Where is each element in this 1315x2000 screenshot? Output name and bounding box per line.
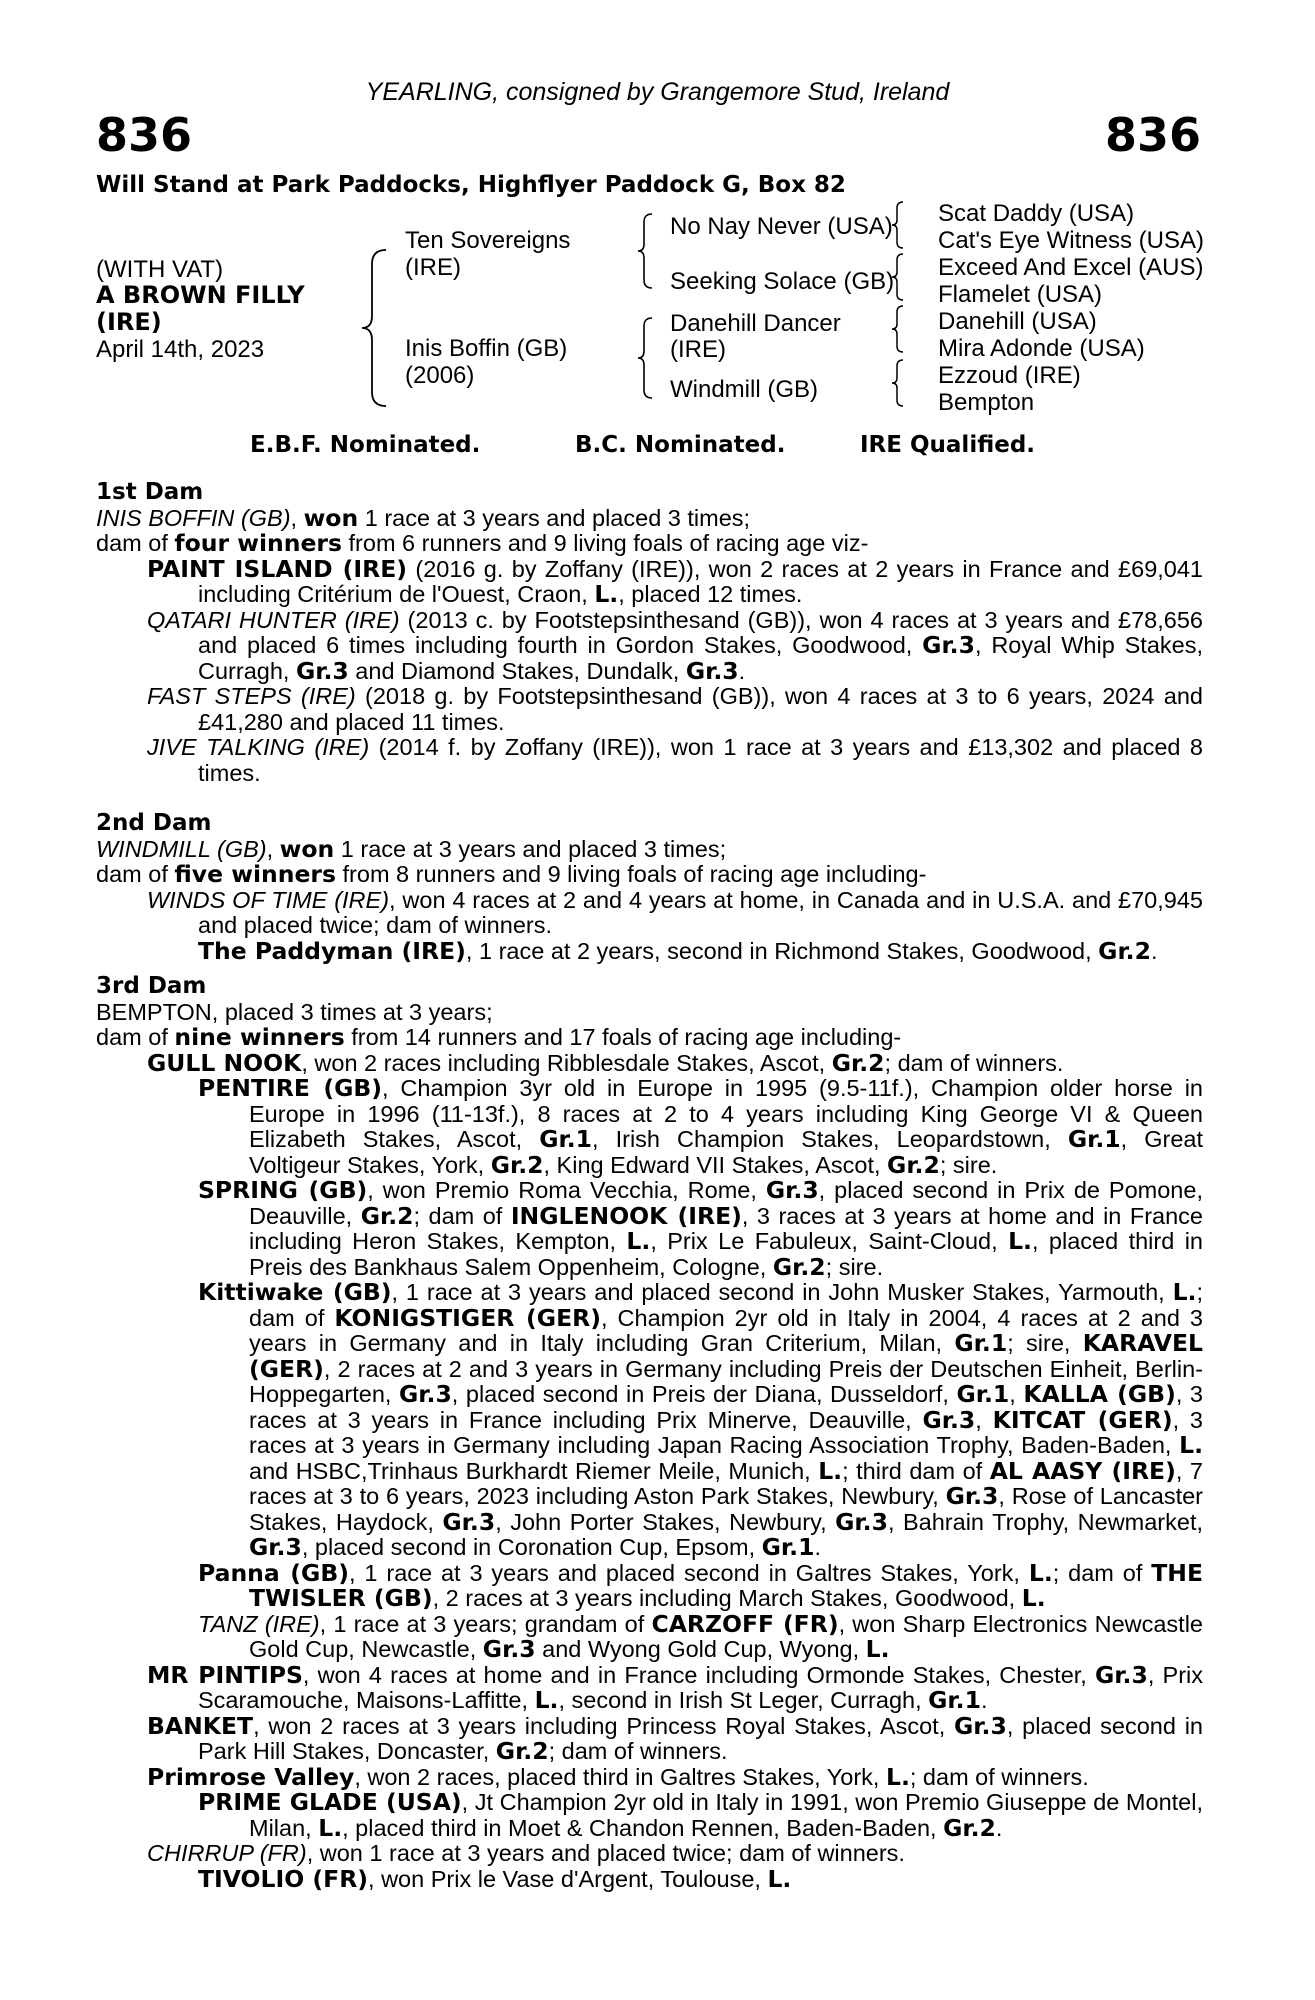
sire-sire: No Nay Never (USA) (670, 213, 893, 240)
dds: Ezzoud (IRE) (938, 362, 1081, 389)
stand-location: Will Stand at Park Paddocks, Highflyer Paddock G, Box 82 (96, 172, 846, 198)
produce-spring: SPRING (GB), won Premio Roma Vecchia, Rome, Gr.3, placed second in Prix de Pomone, Deauville, Gr.2; dam of INGLENOOK (IRE), 3 races at 3 years at home and in France including Heron Stakes, Kempton, L., Prix Le Fabuleux, Saint-Cloud, L., placed third in Preis des Bankhaus Salem Oppenheim, Cologne, Gr.2; sire. (198, 1176, 1204, 1281)
lot-number-right: 836 (1104, 108, 1201, 162)
produce-chirrup: CHIRRUP (FR), won 1 race at 3 years and placed twice; dam of winners. (147, 1840, 905, 1866)
produce-kittiwake: Kittiwake (GB), 1 race at 3 years and placed second in John Musker Stakes, Yarmouth, L.; dam of KONIGSTIGER (GER), Champion 2yr old in Italy in 2004, 4 races at 2 and 3 years in Germany and in Italy including Gran Criterium, Milan, Gr.1; sire, KARAVEL (GER), 2 races at 2 and 3 years in Germany including Preis der Deutschen Einheit, Berlin-Hoppegarten, Gr.3, placed second in Preis der Diana, Dusseldorf, Gr.1, KALLA (GB), 3 races at 3 years in France including Prix Minerve, Deauville, Gr.3, KITCAT (GER), 3 races at 3 years in Germany including Japan Racing Association Trophy, Baden-Baden, L. and HSBC,Trinhaus Burkhardt Riemer Meile, Munich, L.; third dam of AL AASY (IRE), 7 races at 3 to 6 years, 2023 including Aston Park Stakes, Newbury, Gr.3, Rose of Lancaster Stakes, Haydock, Gr.3, John Porter Stakes, Newbury, Gr.3, Bahrain Trophy, Newmarket, Gr.3, placed second in Coronation Cup, Epsom, Gr.1. (198, 1278, 1204, 1561)
first-dam-produce-summary: dam of four winners from 6 runners and 9 living foals of racing age viz- (96, 529, 869, 557)
produce-primrose-valley: Primrose Valley, won 2 races, placed third in Galtres Stakes, York, L.; dam of winners. (147, 1762, 1089, 1791)
pedigree-brace-gen1 (360, 248, 390, 408)
sds: Exceed And Excel (AUS) (938, 254, 1204, 281)
dam-sire-origin: (IRE) (670, 336, 726, 363)
ire-qualified: IRE Qualified. (860, 432, 1036, 458)
produce-banket: BANKET, won 2 races at 3 years including Princess Royal Stakes, Ascot, Gr.3, placed second in Park Hill Stakes, Doncaster, Gr.2; dam of winners. (147, 1711, 1204, 1765)
second-dam-heading: 2nd Dam (96, 810, 212, 836)
produce-paint-island: PAINT ISLAND (IRE) (2016 g. by Zoffany (IRE)), won 2 races at 2 years in France and £69,041 including Critérium de l'Ouest, Craon, L., placed 12 times. (147, 554, 1204, 608)
produce-panna: Panna (GB), 1 race at 3 years and placed second in Galtres Stakes, York, L.; dam of THE TWISLER (GB), 2 races at 3 years including March Stakes, Goodwood, L. (198, 1558, 1204, 1612)
pedigree-brace-dam (636, 316, 656, 400)
pedigree-brace-ds (890, 304, 906, 354)
dam-sire: Danehill Dancer (670, 310, 841, 337)
produce-qatari-hunter: QATARI HUNTER (IRE) (2013 c. by Footstepsinthesand (GB)), won 4 races at 3 years and £78,656 and placed 6 times including fourth in Gordon Stakes, Goodwood, Gr.3, Royal Whip Stakes, Curragh, Gr.3 and Diamond Stakes, Dundalk, Gr.3. (147, 606, 1204, 685)
ssd: Cat's Eye Witness (USA) (938, 227, 1204, 254)
dam-name: Inis Boffin (GB) (405, 335, 568, 362)
produce-prime-glade: PRIME GLADE (USA), Jt Champion 2yr old in Italy in 1991, won Premio Giuseppe de Montel, Milan, L., placed third in Moet & Chandon Rennen, Baden-Baden, Gr.2. (198, 1788, 1203, 1842)
catalogue-page-body (96, 480, 1203, 1892)
second-dam-produce-summary: dam of five winners from 8 runners and 9 living foals of racing age including- (96, 860, 927, 888)
dss: Danehill (USA) (938, 308, 1097, 335)
produce-fast-steps: FAST STEPS (IRE) (2018 g. by Footstepsinthesand (GB)), won 4 races at 3 to 6 years, 2024 and £41,280 and placed 11 times. (147, 683, 1203, 735)
sss: Scat Daddy (USA) (938, 200, 1135, 227)
first-dam-entry: INIS BOFFIN (GB), won 1 race at 3 years and placed 3 times; (96, 503, 751, 532)
lot-number: 836 (96, 108, 193, 162)
produce-jive-talking: JIVE TALKING (IRE) (2014 f. by Zoffany (IRE)), won 1 race at 3 years and £13,302 and placed 8 times. (147, 734, 1203, 786)
sdd: Flamelet (USA) (938, 281, 1103, 308)
pedigree-brace-sire (636, 212, 656, 290)
produce-gull-nook: GULL NOOK, won 2 races including Ribblesdale Stakes, Ascot, Gr.2; dam of winners. (147, 1048, 1064, 1077)
bc-nomination: B.C. Nominated. (575, 432, 786, 458)
sire-origin: (IRE) (405, 254, 461, 281)
produce-the-paddyman: The Paddyman (IRE), 1 race at 2 years, second in Richmond Stakes, Goodwood, Gr.2. (198, 936, 1158, 965)
vat-note: (WITH VAT) (96, 256, 224, 283)
first-dam-heading: 1st Dam (96, 479, 204, 505)
dsd: Mira Adonde (USA) (938, 335, 1145, 362)
produce-tivolio: TIVOLIO (FR), won Prix le Vase d'Argent, Toulouse, L. (198, 1864, 792, 1893)
pedigree-brace-dd (890, 358, 906, 408)
produce-pentire: PENTIRE (GB), Champion 3yr old in Europe in 1995 (9.5-11f.), Champion older horse in Europe in 1996 (11-13f.), 8 races at 2 to 4 years including King George VI & Queen Elizabeth Stakes, Ascot, Gr.1, Irish Champion Stakes, Leopardstown, Gr.1, Great Voltigeur Stakes, York, Gr.2, King Edward VII Stakes, Ascot, Gr.2; sire. (198, 1074, 1204, 1179)
produce-tanz: TANZ (IRE), 1 race at 3 years; grandam of CARZOFF (FR), won Sharp Electronics Newcastle Gold Cup, Newcastle, Gr.3 and Wyong Gold Cup, Wyong, L. (198, 1609, 1204, 1663)
horse-name: A BROWN FILLY (96, 281, 305, 309)
ebf-nomination: E.B.F. Nominated. (250, 432, 481, 458)
sire-name: Ten Sovereigns (405, 227, 571, 254)
sale-header: YEARLING, consigned by Grangemore Stud, Ireland (365, 78, 950, 106)
horse-name-origin: (IRE) (96, 308, 162, 336)
third-dam-entry: BEMPTON, placed 3 times at 3 years; (96, 998, 493, 1025)
dam-dam: Windmill (GB) (670, 376, 818, 403)
third-dam-heading: 3rd Dam (96, 973, 207, 999)
third-dam-produce-summary: dam of nine winners from 14 runners and 17 foals of racing age including- (96, 1023, 902, 1051)
second-dam-entry: WINDMILL (GB), won 1 race at 3 years and placed 3 times; (96, 834, 727, 863)
ddd: Bempton (938, 389, 1035, 416)
produce-winds-of-time: WINDS OF TIME (IRE), won 4 races at 2 and 4 years at home, in Canada and in U.S.A. and £70,945 and placed twice; dam of winners. (147, 886, 1203, 938)
produce-mr-pintips: MR PINTIPS, won 4 races at home and in France including Ormonde Stakes, Chester, Gr.3, Prix Scaramouche, Maisons-Laffitte, L., second in Irish St Leger, Curragh, Gr.1. (147, 1660, 1204, 1714)
dam-year: (2006) (405, 362, 475, 389)
sire-dam: Seeking Solace (GB) (670, 268, 895, 295)
foaling-date: April 14th, 2023 (96, 336, 265, 363)
